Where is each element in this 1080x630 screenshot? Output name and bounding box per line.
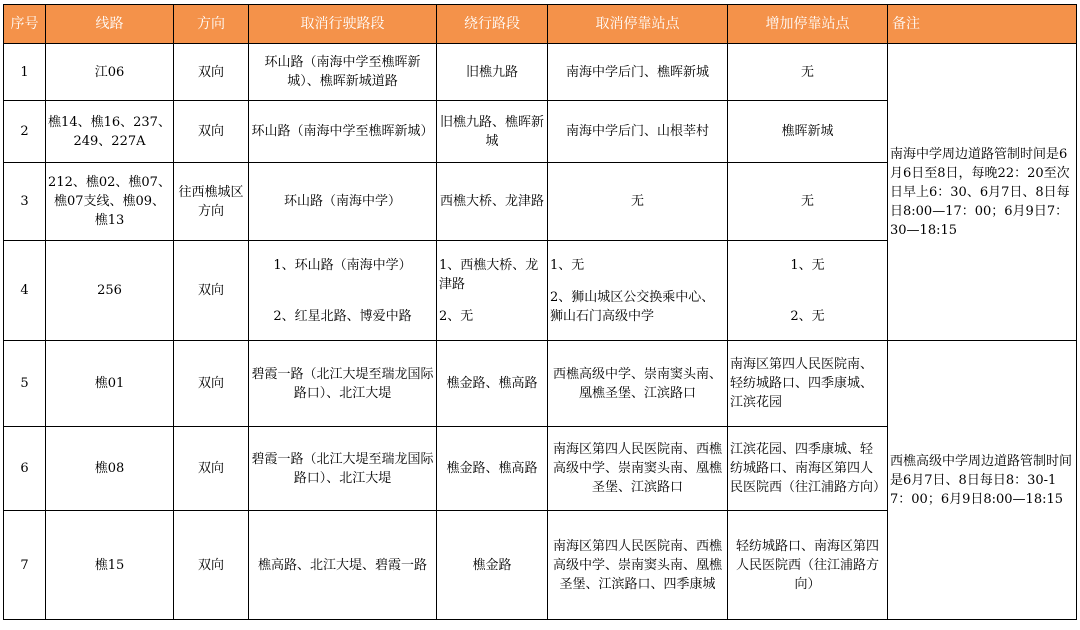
cell-cancel-road: 碧霞一路（北江大堤至瑞龙国际路口）、北江大堤	[249, 427, 437, 511]
cell-no: 7	[4, 511, 46, 620]
cell-cancel-road: 环山路（南海中学至樵晖新城）、樵晖新城道路	[249, 44, 437, 101]
header-cancel-stops: 取消停靠站点	[548, 5, 728, 44]
cancel-stops-item-1: 1、无	[550, 257, 585, 273]
cell-no: 2	[4, 101, 46, 163]
cell-cancel-road: 环山路（南海中学）	[249, 163, 437, 241]
cell-route: 樵08	[46, 427, 174, 511]
cell-detour: 西樵大桥、龙津路	[437, 163, 548, 241]
cell-detour: 樵金路、樵高路	[437, 341, 548, 427]
cell-no: 1	[4, 44, 46, 101]
cell-detour	[437, 241, 548, 341]
cell-no: 3	[4, 163, 46, 241]
cell-cancel-stops: 西樵高级中学、崇南窦头南、凰樵圣堡、江滨路口	[548, 341, 728, 427]
detour-item-2: 2、无	[439, 308, 474, 324]
cell-cancel-stops	[548, 241, 728, 341]
cell-cancel-stops: 南海中学后门、樵晖新城	[548, 44, 728, 101]
header-cancel-road: 取消行驶路段	[249, 5, 437, 44]
cell-detour: 旧樵九路	[437, 44, 548, 101]
cell-route: 256	[46, 241, 174, 341]
cell-direction: 双向	[174, 44, 249, 101]
cell-add-stops	[728, 241, 888, 341]
header-direction: 方向	[174, 5, 249, 44]
cell-route: 樵14、樵16、237、249、227A	[46, 101, 174, 163]
cell-cancel-road: 环山路（南海中学至樵晖新城）	[249, 101, 437, 163]
cell-cancel-road: 碧霞一路（北江大堤至瑞龙国际路口）、北江大堤	[249, 341, 437, 427]
cell-detour: 樵金路、樵高路	[437, 427, 548, 511]
cell-cancel-stops: 南海中学后门、山根莘村	[548, 101, 728, 163]
cell-route: 樵15	[46, 511, 174, 620]
header-row	[4, 5, 1077, 44]
cell-add-stops: 无	[728, 163, 888, 241]
cell-direction: 往西樵城区方向	[174, 163, 249, 241]
header-no: 序号	[4, 5, 46, 44]
cell-notes-group2: 西樵高级中学周边道路管制时间是6月7日、8日每日8：30-17：00；6月9日8:00—18:15	[888, 341, 1077, 620]
cell-add-stops: 南海区第四人民医院南、轻纺城路口、四季康城、江滨花园	[728, 341, 888, 427]
cell-direction: 双向	[174, 241, 249, 341]
cell-no: 6	[4, 427, 46, 511]
header-add-stops: 增加停靠站点	[728, 5, 888, 44]
cell-no: 5	[4, 341, 46, 427]
cancel-road-item-1: 1、环山路（南海中学）	[273, 257, 412, 273]
cell-direction: 双向	[174, 101, 249, 163]
cell-cancel-stops: 南海区第四人民医院南、西樵高级中学、崇南窦头南、凰樵圣堡、江滨路口	[548, 427, 728, 511]
add-stops-item-2: 2、无	[790, 308, 825, 324]
cancel-road-item-2: 2、红星北路、博爱中路	[273, 308, 412, 324]
cell-cancel-road	[249, 241, 437, 341]
cell-route: 212、樵02、樵07、樵07支线、樵09、樵13	[46, 163, 174, 241]
cell-direction: 双向	[174, 511, 249, 620]
route-adjustment-table	[3, 4, 1077, 620]
cell-detour: 旧樵九路、樵晖新城	[437, 101, 548, 163]
cell-no: 4	[4, 241, 46, 341]
table-row	[4, 44, 1077, 101]
cell-notes-group1: 南海中学周边道路管制时间是6月6日至8日，每晚22：20至次日早上6：30、6月7日、8日每日8:00—17：00；6月9日7：30—18:15	[888, 44, 1077, 341]
cell-add-stops: 江滨花园、四季康城、轻纺城路口、南海区第四人民医院西（往江浦路方向）	[728, 427, 888, 511]
header-detour: 绕行路段	[437, 5, 548, 44]
cell-route: 江06	[46, 44, 174, 101]
cell-cancel-stops: 南海区第四人民医院南、西樵高级中学、崇南窦头南、凰樵圣堡、江滨路口、四季康城	[548, 511, 728, 620]
cancel-stops-item-2: 2、狮山城区公交换乘中心、狮山石门高级中学	[550, 289, 715, 324]
cell-add-stops: 无	[728, 44, 888, 101]
cell-cancel-stops: 无	[548, 163, 728, 241]
cell-add-stops: 轻纺城路口、南海区第四人民医院西（往江浦路方向）	[728, 511, 888, 620]
cell-cancel-road: 樵高路、北江大堤、碧霞一路	[249, 511, 437, 620]
add-stops-item-1: 1、无	[790, 257, 825, 273]
cell-detour: 樵金路	[437, 511, 548, 620]
cell-route: 樵01	[46, 341, 174, 427]
cell-direction: 双向	[174, 427, 249, 511]
cell-direction: 双向	[174, 341, 249, 427]
table-row	[4, 341, 1077, 427]
header-notes: 备注	[888, 5, 1077, 44]
detour-item-1: 1、西樵大桥、龙津路	[439, 257, 539, 292]
cell-add-stops: 樵晖新城	[728, 101, 888, 163]
header-route: 线路	[46, 5, 174, 44]
